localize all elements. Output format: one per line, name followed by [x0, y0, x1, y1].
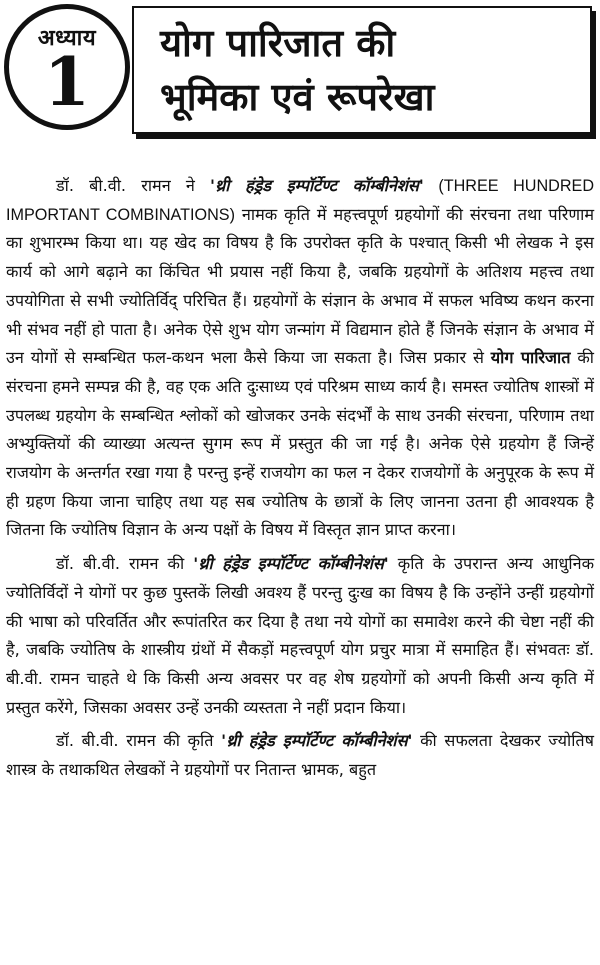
paragraph: [6, 172, 594, 545]
chapter-body: [6, 172, 594, 790]
book-title-reference: 'थ्री हंड्रेड इम्पॉर्टेण्ट कॉम्बीनेशंस': [193, 554, 389, 574]
chapter-title-line-2: भूमिका एवं रूपरेखा: [160, 75, 435, 119]
text-run: डॉ. बी.वी. रामन ने: [56, 176, 210, 195]
text-run: डॉ. बी.वी. रामन की: [56, 554, 194, 574]
emphasized-book-name: योग पारिजात: [490, 348, 571, 368]
text-run: की संरचना हमने सम्पन्न की है, वह एक अति दुःसाध्य एवं परिश्रम साध्य कार्य है। समस्त ज्योतिष शास्त्रों में उपलब्ध ग्रहयोग के सम्बन्धित श्लोकों को खोजकर उनके संदर्भों के साथ उनकी संरचना, परिणाम तथा अभ्युक्तियों की व्याख्या अत्यन्त सुगम रूप में प्रस्तुत की जा गई है। अनेक ऐसे ग्रहयोग हैं जिन्हें राजयोग के अन्तर्गत रखा गया है परन्तु इन्हें राजयोग का फल न देकर राजयोगों के अनुपूरक के रूप में ही ग्रहण किया जाना चाहिए तथा यह सब ज्योतिष के छात्रों के लिए जानना उतना ही आवश्यक है जितना कि ज्योतिष विज्ञान के अन्य पक्षों के विषय में विस्तृत ज्ञान प्राप्त करना।: [6, 348, 594, 540]
text-run: की सफलता देखकर ज्योतिष शास्त्र के तथाकथित लेखकों ने ग्रहयोगों पर नितान्त भ्रामक, बहुत: [6, 731, 594, 780]
text-run: डॉ. बी.वी. रामन की कृति: [56, 731, 222, 751]
paragraph: [6, 550, 594, 722]
chapter-number: 1: [44, 43, 90, 121]
chapter-title-box: [132, 6, 592, 134]
text-run: कृति के उपरान्त अन्य आधुनिक ज्योतिर्विदों ने योगों पर कुछ पुस्तकें लिखी अवश्य हैं परन्तु दुःख का विषय है कि उन्होंने उन्हीं ग्रहयोगों की भाषा को परिवर्तित और रूपांतरित कर दिया है तथा नये योगों का समावेश करने की चेष्टा नहीं की है, जबकि ज्योतिष के शास्त्रीय ग्रंथों में सैकड़ों महत्त्वपूर्ण योग प्रचुर मात्रा में समाहित हैं। संभवतः डॉ. बी.वी. रामन चाहते थे कि किसी अन्य अवसर पर वह शेष ग्रहयोगों को अपनी किसी अन्य कृति में प्रस्तुत करेंगे, जिसका अवसर उन्हें उनकी व्यस्तता ने नहीं प्रदान किया।: [6, 554, 594, 717]
chapter-title-line-1: योग पारिजात की: [160, 21, 396, 65]
paragraph: [6, 727, 594, 784]
book-title-reference: 'थ्री हंड्रेड इम्पॉर्टेण्ट कॉम्बीनेशंस': [221, 731, 413, 751]
text-run: नामक कृति में महत्त्वपूर्ण ग्रहयोगों की संरचना तथा परिणाम का शुभारम्भ किया था। यह खेद का विषय है कि उपरोक्त कृति के पश्चात् किसी भी लेखक ने इस कार्य को आगे बढ़ाने का किंचित भी प्रयास नहीं किया है, जबकि ग्रहयोगों के अतिशय महत्त्व तथा उपयोगिता से सभी ज्योतिर्विद् परिचित हैं। ग्रहयोगों के संज्ञान के अभाव में सफल भविष्य कथन करना भी संभव नहीं हो पाता है। अनेक ऐसे शुभ योग जन्मांग में विद्यमान होते हैं जिनके संज्ञान के अभाव में उन योगों से सम्बन्धित फल-कथन भला कैसे किया जा सकता है। जिस प्रकार से: [6, 204, 595, 368]
chapter-label: अध्याय: [37, 26, 97, 51]
chapter-badge: [4, 4, 130, 130]
book-title-reference: 'थ्री हंड्रेड इम्पॉर्टेण्ट कॉम्बीनेशंस': [209, 176, 424, 195]
english-title-reference: (THREE HUNDRED IMPORTANT COMBINATIONS): [6, 177, 595, 224]
